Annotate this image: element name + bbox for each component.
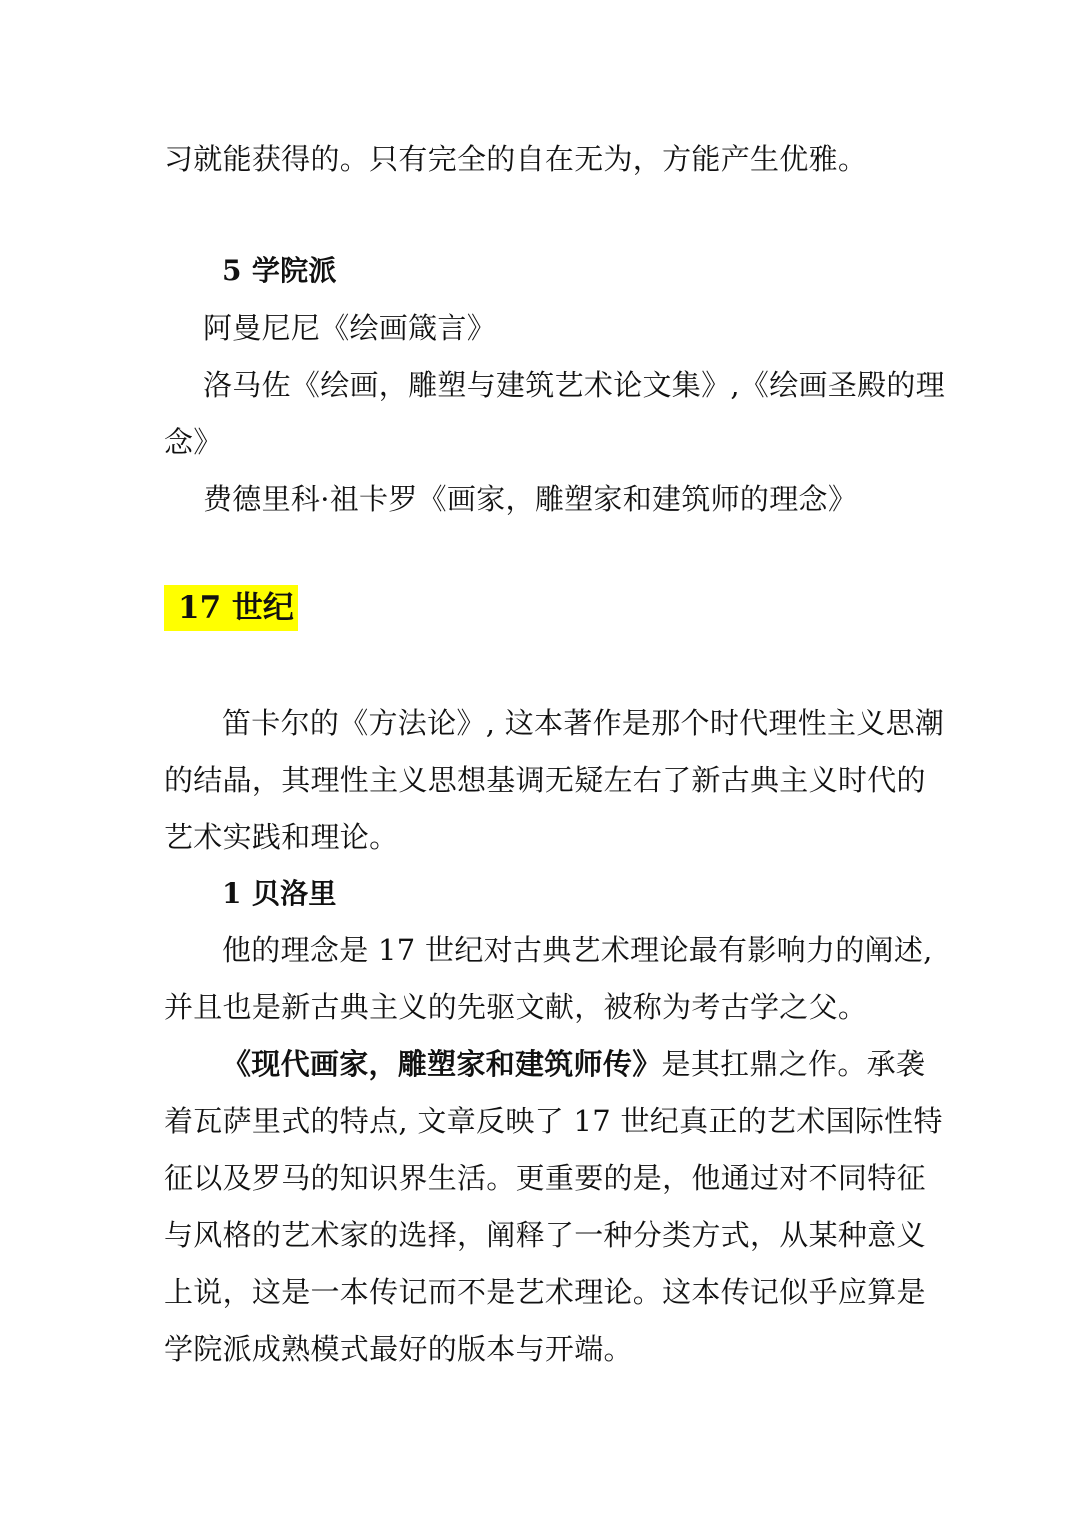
paragraph-line: 学院派成熟模式最好的版本与开端。	[164, 1332, 633, 1366]
paragraph-line: 着瓦萨里式的特点, 文章反映了 17 世纪真正的艺术国际性特	[164, 1104, 943, 1138]
paragraph-line: 他的理念是 17 世纪对古典艺术理论最有影响力的阐述,	[222, 933, 933, 967]
paragraph-line: 艺术实践和理论。	[164, 820, 399, 854]
section-heading-bellori: 1 贝洛里	[222, 877, 337, 910]
paragraph-line: 笛卡尔的《方法论》, 这本著作是那个时代理性主义思潮	[222, 706, 945, 740]
work-title: 《现代画家，雕塑家和建筑师传》	[222, 1047, 662, 1081]
paragraph-line: 习就能获得的。只有完全的自在无为，方能产生优雅。	[164, 142, 868, 176]
century-heading: 17 世纪	[164, 585, 298, 631]
paragraph-line: 征以及罗马的知识界生活。更重要的是，他通过对不同特征	[164, 1161, 926, 1195]
list-item: 费德里科·祖卡罗《画家，雕塑家和建筑师的理念》	[203, 482, 858, 516]
list-item: 阿曼尼尼《绘画箴言》	[203, 311, 497, 345]
paragraph-line: 的结晶，其理性主义思想基调无疑左右了新古典主义时代的	[164, 763, 926, 797]
list-item: 洛马佐《绘画，雕塑与建筑艺术论文集》,《绘画圣殿的理	[203, 368, 946, 402]
paragraph-line: 上说，这是一本传记而不是艺术理论。这本传记似乎应算是	[164, 1275, 926, 1309]
list-item-continuation: 念》	[164, 425, 223, 459]
section-heading-academy: 5 学院派	[222, 254, 337, 287]
paragraph-line: 与风格的艺术家的选择，阐释了一种分类方式，从某种意义	[164, 1218, 926, 1252]
paragraph-line: 并且也是新古典主义的先驱文献，被称为考古学之父。	[164, 990, 868, 1024]
work-line-rest: 是其扛鼎之作。承袭	[661, 1047, 926, 1081]
paragraph-line	[222, 1045, 982, 1083]
